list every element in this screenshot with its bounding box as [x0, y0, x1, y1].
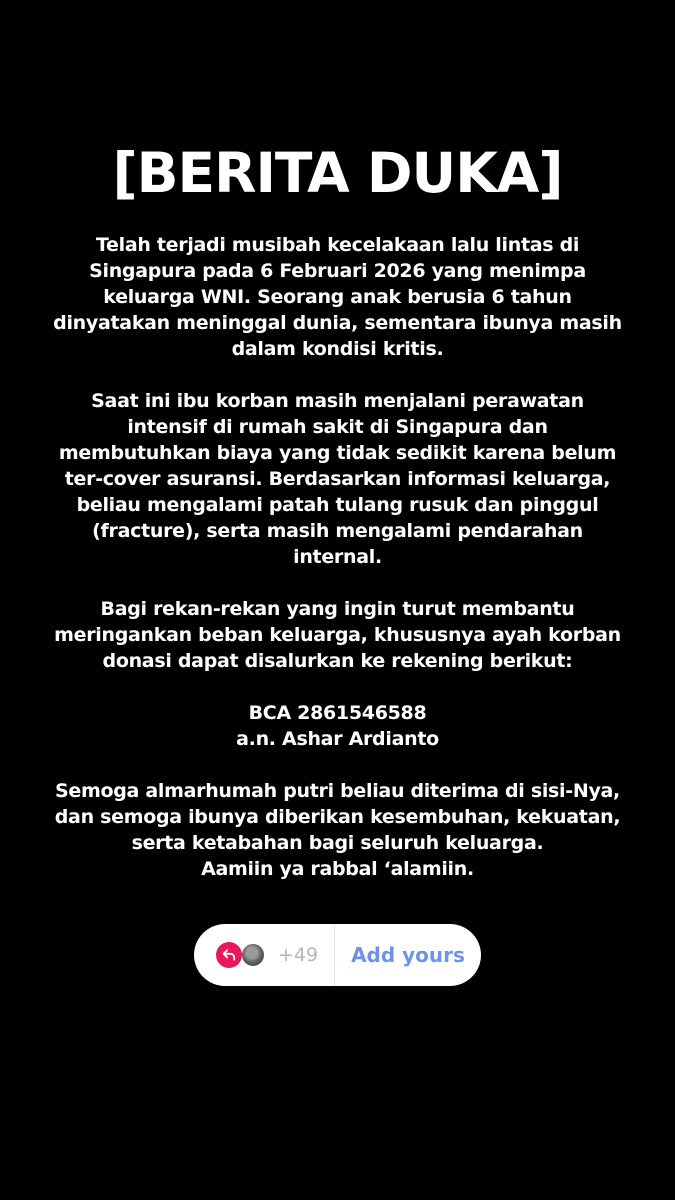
bank-account-number: BCA 2861546588 [248, 702, 427, 724]
participant-avatar [240, 942, 266, 968]
paragraph-condition [40, 388, 635, 570]
text-line: keluarga WNI. Seorang anak berusia 6 tahun [103, 286, 572, 308]
bank-account-info [40, 700, 635, 752]
text-line: intensif di rumah sakit di Singapura dan [127, 416, 548, 438]
add-yours-button[interactable]: Add yours [351, 943, 465, 967]
text-line: Bagi rekan-rekan yang ingin turut membantu [100, 598, 575, 620]
text-line: Semoga almarhumah putri beliau diterima di sisi-Nya, [55, 780, 620, 802]
text-line: dalam kondisi kritis. [231, 338, 444, 360]
text-line: internal. [293, 546, 382, 568]
text-line: meringankan beban keluarga, khususnya ayah korban [54, 624, 621, 646]
text-line: beliau mengalami patah tulang rusuk dan pinggul [76, 494, 599, 516]
participant-avatars[interactable] [216, 942, 268, 968]
text-line: ter-cover asuransi. Berdasarkan informasi keluarga, [64, 468, 611, 490]
text-line: serta ketabahan bagi seluruh keluarga. [131, 832, 544, 854]
text-line: Aamiin ya rabbal ‘alamiin. [201, 858, 474, 880]
text-line: (fracture), serta masih mengalami pendarahan [92, 520, 583, 542]
text-line: Singapura pada 6 Februari 2026 yang menimpa [89, 260, 586, 282]
story-body [40, 232, 635, 882]
account-holder-name: a.n. Ashar Ardianto [236, 728, 439, 750]
text-line: membutuhkan biaya yang tidak sedikit karena belum [58, 442, 617, 464]
text-line: Telah terjadi musibah kecelakaan lalu lintas di [95, 234, 580, 256]
paragraph-donation-call [40, 596, 635, 674]
text-line: donasi dapat disalurkan ke rekening berikut: [102, 650, 573, 672]
story-title: [BERITA DUKA] [112, 141, 563, 205]
paragraph-prayer [40, 778, 635, 882]
participant-count: +49 [278, 944, 319, 966]
add-yours-sticker[interactable] [194, 924, 481, 986]
reply-arrow-icon [216, 942, 242, 968]
paragraph-incident [40, 232, 635, 362]
text-line: Saat ini ibu korban masih menjalani perawatan [91, 390, 584, 412]
text-line: dan semoga ibunya diberikan kesembuhan, kekuatan, [54, 806, 621, 828]
text-line: dinyatakan meninggal dunia, sementara ibunya masih [53, 312, 622, 334]
